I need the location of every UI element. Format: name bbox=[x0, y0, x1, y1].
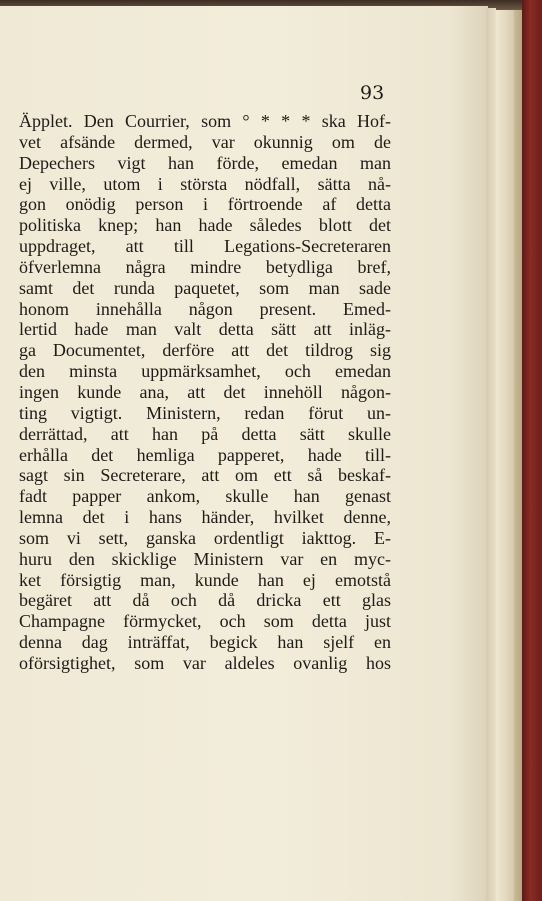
page-stack-edge bbox=[486, 8, 496, 901]
text-line: Champagne förmycket, och som detta just bbox=[19, 611, 391, 632]
text-line: politiska knep; han hade således blott det bbox=[19, 215, 391, 236]
text-line: ingen kunde ana, att det innehöll någon- bbox=[19, 381, 391, 402]
text-line: gon onödig person i förtroende af detta bbox=[19, 194, 391, 215]
text-line: som vi sett, ganska ordentligt iakttog. E- bbox=[19, 527, 391, 548]
page-number: 93 bbox=[360, 82, 385, 104]
text-line: sagt sin Secreterare, att om ett så beskaf- bbox=[19, 465, 391, 486]
text-line: samt det runda paquetet, som man sade bbox=[19, 277, 391, 298]
text-line: Depechers vigt han förde, emedan man bbox=[19, 152, 391, 173]
text-line: oförsigtighet, som var aldeles ovanlig hos bbox=[19, 652, 391, 673]
text-line: öfverlemna några mindre betydliga bref, bbox=[19, 256, 391, 277]
page-stack-edge bbox=[514, 10, 522, 901]
text-line: lemna det i hans händer, hvilket denne, bbox=[19, 507, 391, 528]
text-line: vet afsände dermed, var okunnig om de bbox=[19, 131, 391, 152]
book-page bbox=[0, 6, 488, 901]
text-line: huru den skicklige Ministern var en myc- bbox=[19, 548, 391, 569]
text-line: denna dag inträffat, begick han sjelf en bbox=[19, 632, 391, 653]
text-line: ket försigtig man, kunde han ej emotstå bbox=[19, 569, 391, 590]
text-line: honom innehålla någon present. Emed- bbox=[19, 298, 391, 319]
text-line: ej ville, utom i största nödfall, sätta nå- bbox=[19, 173, 391, 194]
page-stack-edge bbox=[496, 10, 514, 901]
text-line: ga Documentet, derföre att det tildrog sig bbox=[19, 340, 391, 361]
text-line: fadt papper ankom, skulle han genast bbox=[19, 486, 391, 507]
text-line: Äpplet. Den Courrier, som ° * * * ska Hof- bbox=[19, 111, 391, 131]
text-line: ting vigtigt. Ministern, redan förut un- bbox=[19, 402, 391, 423]
text-line: erhålla det hemliga papperet, hade till- bbox=[19, 444, 391, 465]
text-line: derrättad, att han på detta sätt skulle bbox=[19, 423, 391, 444]
text-line: uppdraget, att till Legations-Secreteraren bbox=[19, 236, 391, 257]
book-cover-edge bbox=[522, 0, 542, 901]
text-line: lertid hade man valt detta sätt att inläg- bbox=[19, 319, 391, 340]
page-body-text bbox=[19, 111, 391, 674]
text-line: begäret att då och då dricka ett glas bbox=[19, 590, 391, 611]
text-line: den minsta uppmärksamhet, och emedan bbox=[19, 361, 391, 382]
